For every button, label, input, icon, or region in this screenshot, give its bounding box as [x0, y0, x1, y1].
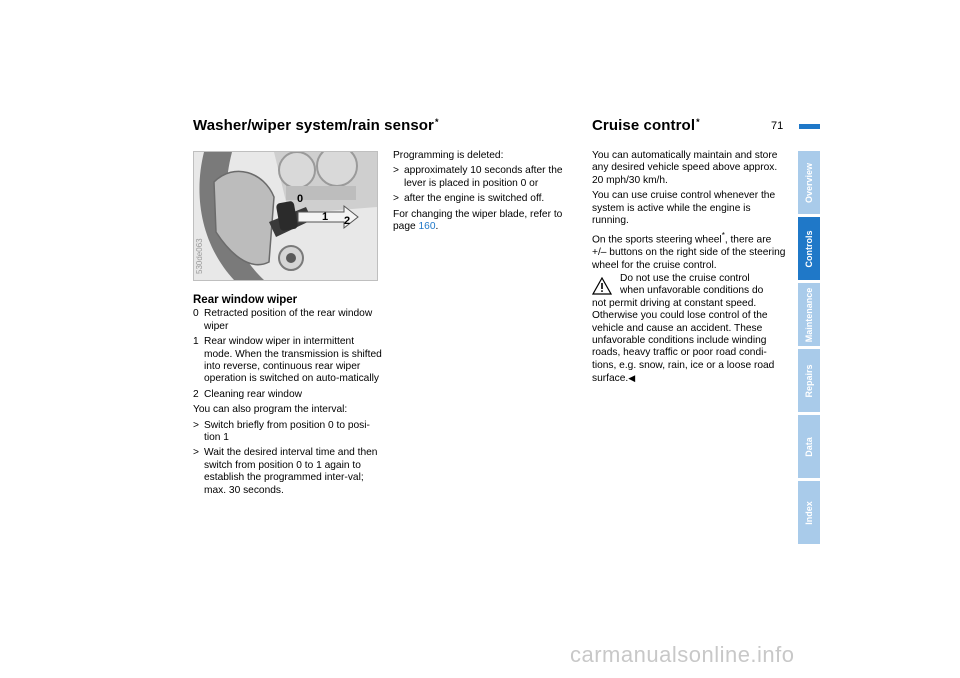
deleted-intro: Programming is deleted: — [393, 150, 504, 161]
tab-maintenance[interactable]: Maintenance — [798, 283, 820, 346]
position-label-0: 0 — [297, 193, 304, 205]
wiper-lever-photo — [193, 151, 378, 281]
deleted-item: > approximately 10 seconds after the lever is placed in position 0 or — [393, 165, 563, 189]
warning-box — [592, 273, 788, 386]
page-link[interactable]: 160 — [418, 221, 436, 233]
bullet-arrow-icon: > — [193, 447, 199, 459]
warning-text: not permit driving at constant speed. Otherwise you could lose control of the vehicle and cause an accident. These unfavorable conditions include winding roads, heavy traffic or poor road condi-tions, e.g. snow, rain, ice or a loose road surface.◀ — [592, 297, 775, 385]
bullet-arrow-icon: > — [393, 165, 399, 177]
left-text-column — [193, 294, 383, 500]
subhead-rear-window-wiper: Rear window wiper — [193, 294, 298, 306]
cruise-p3: On the sports steering wheel*, there are +/– buttons on the right side of the steering wheel for the cruise control. — [592, 231, 786, 271]
numbered-item: 2 Cleaning rear window — [193, 388, 302, 400]
steering-column-illustration — [194, 152, 377, 280]
interval-intro: You can also program the interval: — [193, 404, 348, 416]
deleted-item: > after the engine is switched off. — [393, 193, 545, 205]
numbered-item: 0 Retracted position of the rear window wiper — [193, 308, 373, 332]
cruise-p2: You can use cruise control whenever the system is active while the engine is running. — [592, 190, 776, 227]
page-marker-bar — [799, 124, 820, 129]
section-title-wiper: Washer/wiper system/rain sensor* — [193, 117, 439, 134]
tab-data[interactable]: Data — [798, 415, 820, 478]
tab-repairs[interactable]: Repairs — [798, 349, 820, 412]
tab-index[interactable]: Index — [798, 481, 820, 544]
optional-mark: * — [696, 117, 700, 127]
numbered-item: 1 Rear window wiper in intermittent mode. When the transmission is shifted into reverse, continuous rear wiper operation is switched on auto-matically — [193, 336, 382, 385]
section-title-cruise-control: Cruise control* — [592, 117, 700, 134]
bullet-arrow-icon: > — [393, 193, 399, 205]
position-label-2: 2 — [344, 215, 351, 227]
optional-mark: * — [434, 117, 439, 127]
tab-overview[interactable]: Overview — [798, 151, 820, 214]
end-mark-icon: ◀ — [628, 373, 636, 384]
interval-step: > Wait the desired interval time and then switch from position 0 to 1 again to establish the programmed inter-val; max. 30 seconds. — [193, 447, 378, 496]
interval-step: > Switch briefly from position 0 to posi-tion 1 — [193, 419, 370, 444]
blade-reference: For changing the wiper blade, refer to page 160. — [393, 208, 563, 233]
warning-first-line: Do not use the cruise control — [620, 273, 750, 284]
right-text-column — [592, 150, 788, 275]
page-number: 71 — [771, 120, 784, 132]
position-label-1: 1 — [322, 211, 329, 223]
watermark: carmanualsonline.info — [570, 642, 795, 667]
middle-text-column — [393, 150, 583, 236]
warning-second-line: when unfavorable conditions do — [620, 285, 764, 297]
chapter-tabs — [798, 151, 820, 547]
tab-controls[interactable]: Controls — [798, 217, 820, 280]
photo-code: 530de063 — [195, 238, 204, 274]
cruise-p1: You can automatically maintain and store any desired vehicle speed above approx. 20 mph/30 km/h. — [592, 150, 778, 186]
bullet-arrow-icon: > — [193, 419, 199, 431]
